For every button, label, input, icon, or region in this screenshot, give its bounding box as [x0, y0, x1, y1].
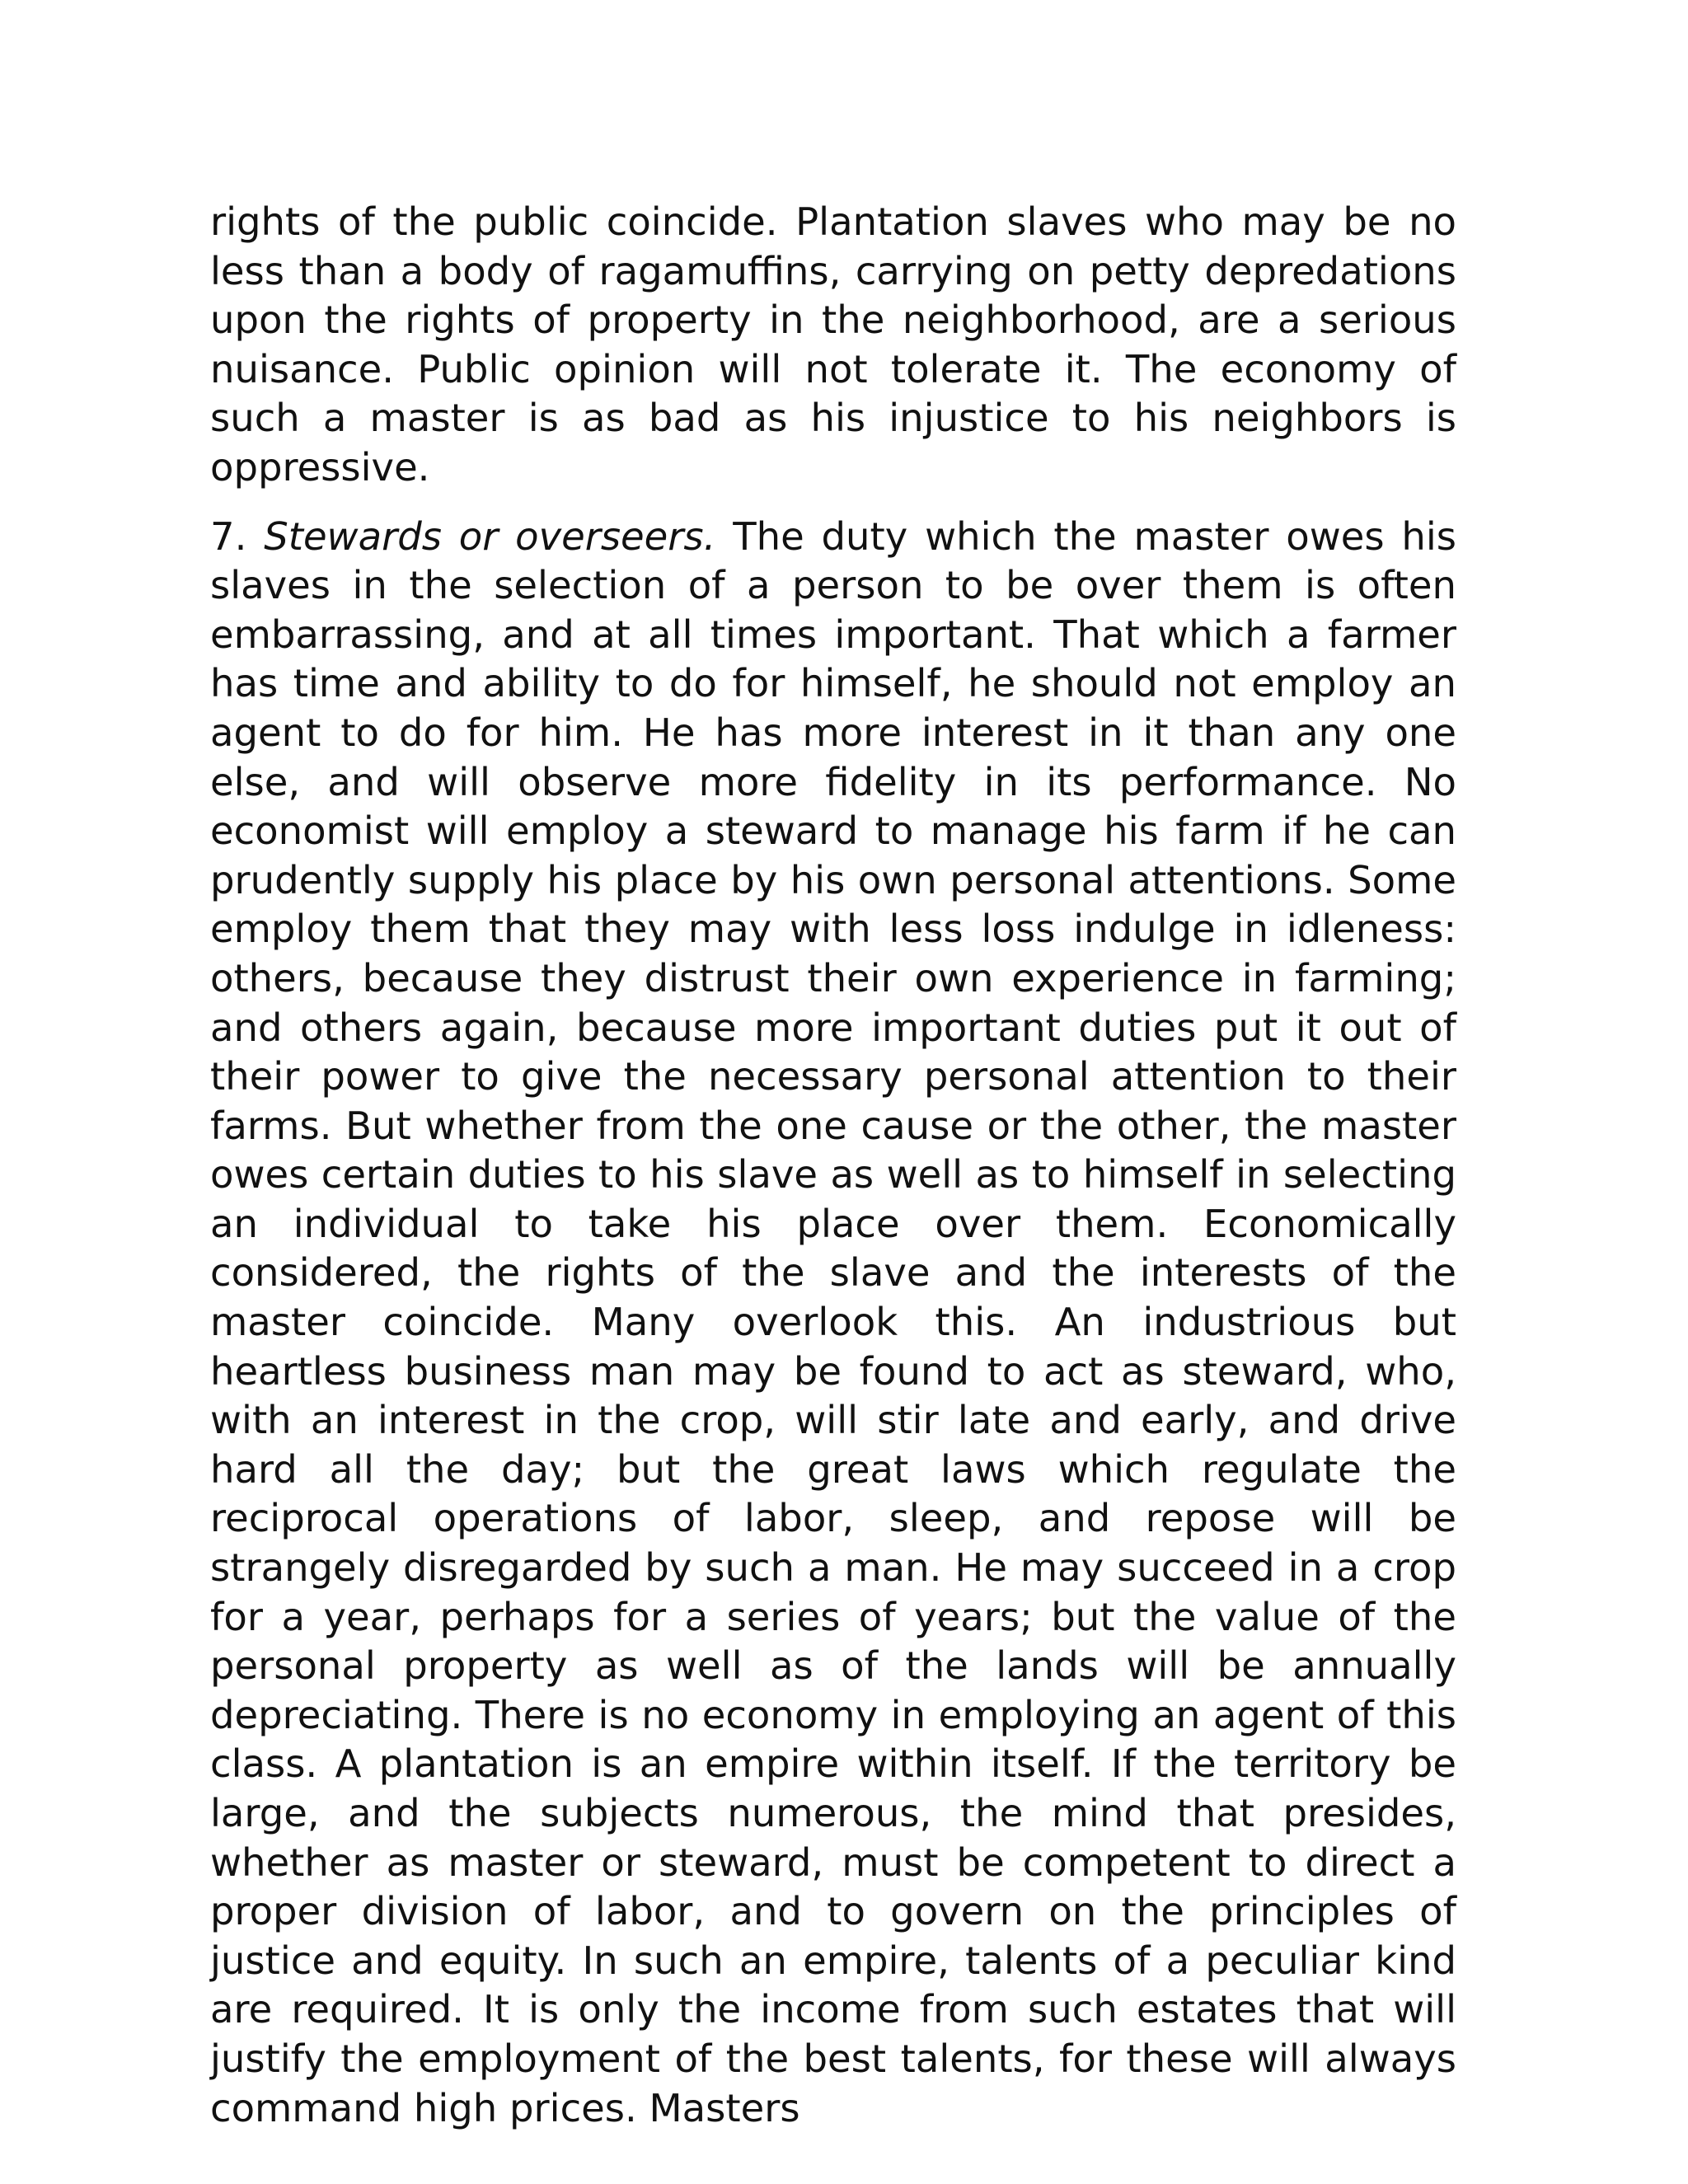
text-body	[210, 198, 1456, 2133]
paragraph-continuation: rights of the public coincide. Plantation slaves who may be no less than a body of ragamuffins, carrying on petty depredations upon the rights of property in the neighborhood, are a serious nuisance. Public opinion will not tolerate it. The economy of such a master is as bad as his injustice to his neighbors is oppressive.	[210, 199, 1456, 490]
section-body: The duty which the master owes his slaves in the selection of a person to be over them is often embarrassing, and at all times important. That which a farmer has time and ability to do for himself, he should not employ an agent to do for him. He has more interest in it than any one else, and will observe more fidelity in its performance. No economist will employ a steward to manage his farm if he can prudently supply his place by his own personal attentions. Some employ them that they may with less loss indulge in idleness: others, because they distrust their own experience in farming; and others again, because more important duties put it out of their power to give the necessary personal attention to their farms. But whether from the one cause or the other, the master owes certain duties to his slave as well as to himself in selecting an individual to take his place over them. Economically considered, the rights of the slave and the interests of the master coincide. Many overlook this. An industrious but heartless business man may be found to act as steward, who, with an interest in the crop, will stir late and early, and drive hard all the day; but the great laws which regulate the reciprocal operations of labor, sleep, and repose will be strangely disregarded by such a man. He may succeed in a crop for a year, perhaps for a series of years; but the value of the personal property as well as of the lands will be annually depreciating. There is no economy in employing an agent of this class. A plantation is an empire within itself. If the territory be large, and the subjects numerous, the mind that presides, whether as master or steward, must be competent to direct a proper division of labor, and to govern on the principles of justice and equity. In such an empire, talents of a peculiar kind are required. It is only the income from such estates that will justify the employment of the best talents, for these will always command high prices. Masters	[210, 513, 1457, 2130]
paragraph-stewards	[210, 513, 1456, 2134]
section-number: 7.	[210, 513, 247, 559]
section-heading: Stewards or overseers.	[264, 513, 716, 559]
